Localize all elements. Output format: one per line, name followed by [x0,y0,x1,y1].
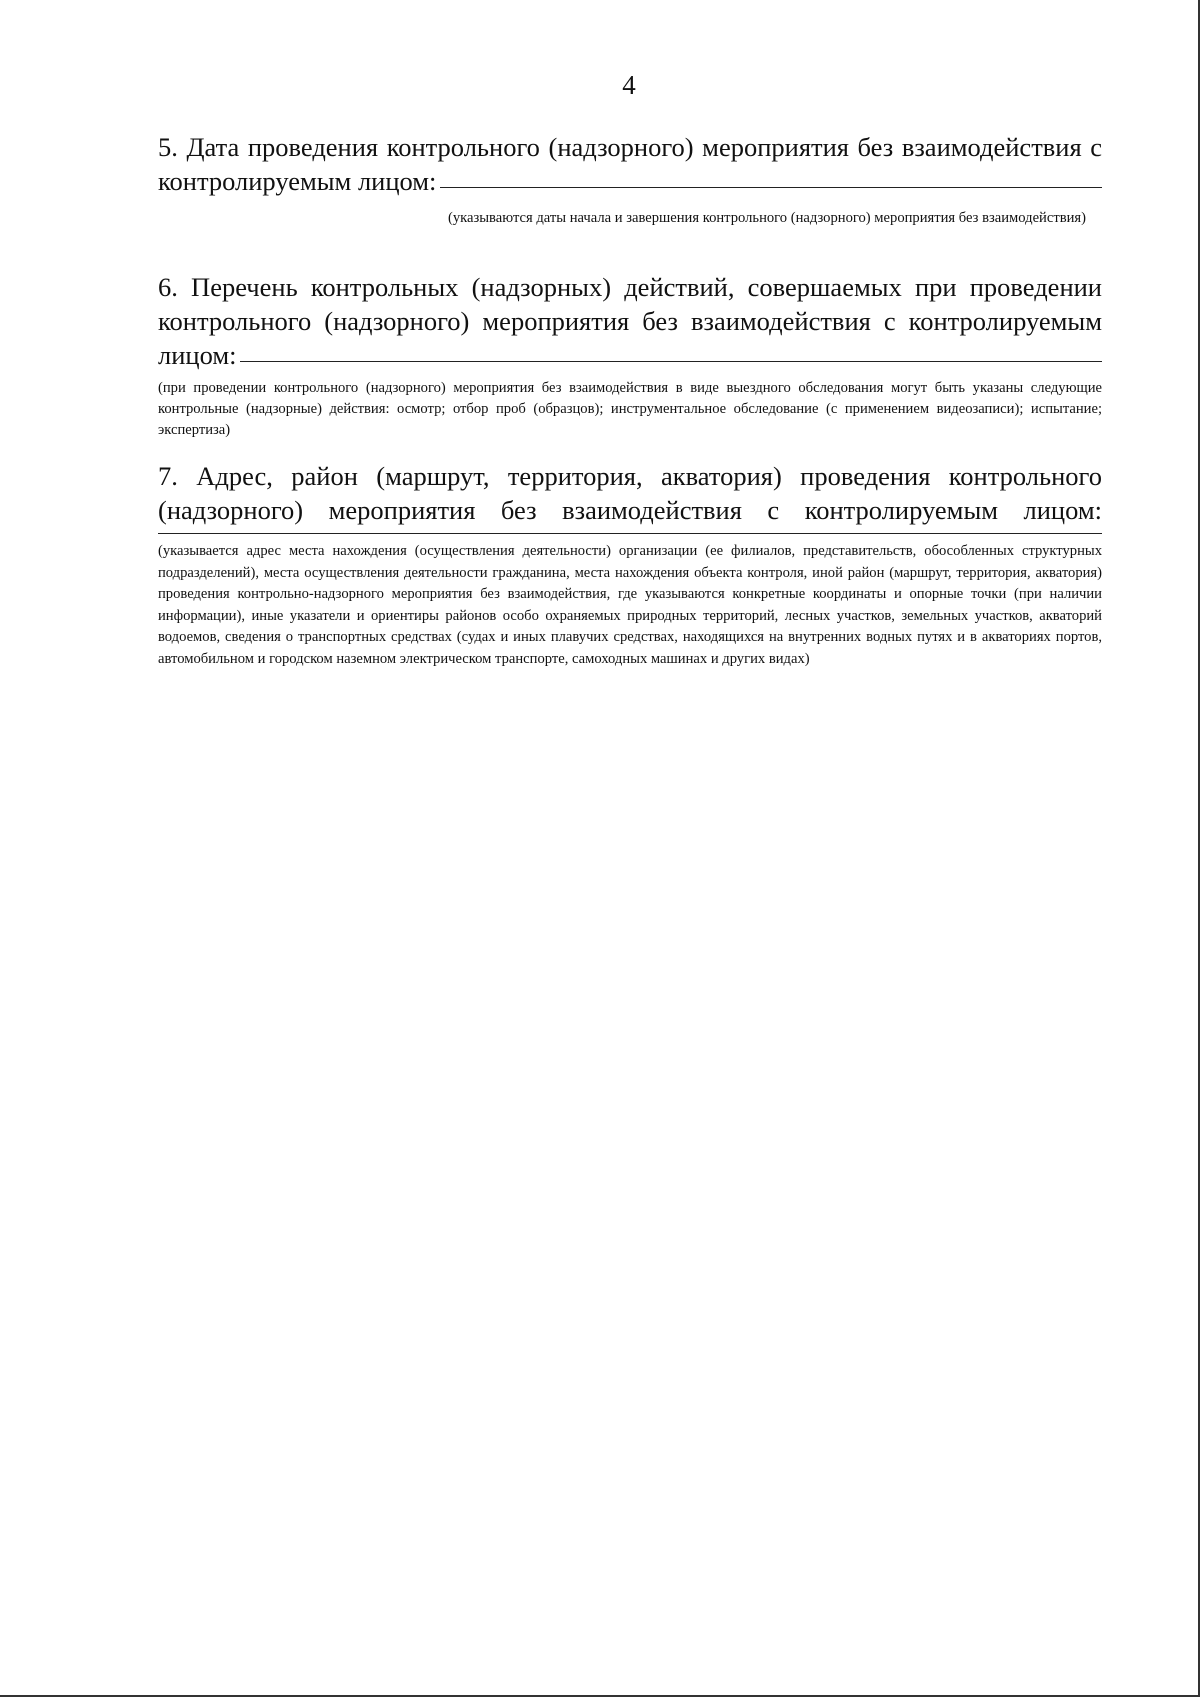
section-6-note: (при проведении контрольного (надзорного) мероприятия без взаимодействия в виде выездного обследования могут быть указаны следующие контрольные (надзорные) действия: осмотр; отбор проб (образцов); инструментальное обследование (с применением видеозаписи); испытание; экспертиза) [158,380,1102,439]
page-number: 4 [622,70,636,100]
section-6-heading-label: лицом: [158,340,237,370]
section-5-fill-line[interactable] [440,187,1102,188]
section-7-note: (указывается адрес места нахождения (осуществления деятельности) организации (ее филиалов, представительств, обособленных структурных подразделений), места осуществления деятельности гражданина, места нахождения объекта контроля, иной район (маршрут, территория, акватория) проведения контрольно-надзорного мероприятия без взаимодействия, где указываются конкретные координаты и опорные точки (при наличии информации), иные указатели и ориентиры районов особо охраняемых природных территорий, лесных участков, земельных участков, акваторий водоемов, сведения о транспортных средствах (судах и иных плавучих средствах, находящихся на внутренних водных путях и в акваториях портов, автомобильном и городском наземном электрическом транспорте, самоходных машинах и других видах) [158,543,1102,667]
section-6-fill-line[interactable] [240,361,1102,362]
section-5-heading-line-1: 5. Дата проведения контрольного (надзорного) мероприятия без взаимодействия с [158,132,1102,162]
section-5-heading-line-2 [158,164,1102,198]
section-5 [158,130,1102,228]
section-6-heading-lines: 6. Перечень контрольных (надзорных) действий, совершаемых при проведении контрольного (надзорного) мероприятия без взаимодействия с контролируемым [158,272,1102,336]
section-6 [158,270,1102,442]
section-5-heading-label: контролируемым лицом: [158,166,437,196]
section-7-heading: 7. Адрес, район (маршрут, территория, акватория) проведения контрольного (надзорного) мероприятия без взаимодействия с контролируемым лицом: [158,461,1102,525]
section-7-fill-line[interactable] [158,533,1102,534]
section-6-heading-last-line [158,338,1102,372]
section-7 [158,459,1102,670]
section-5-note: (указываются даты начала и завершения контрольного (надзорного) мероприятия без взаимодействия) [447,210,1086,226]
